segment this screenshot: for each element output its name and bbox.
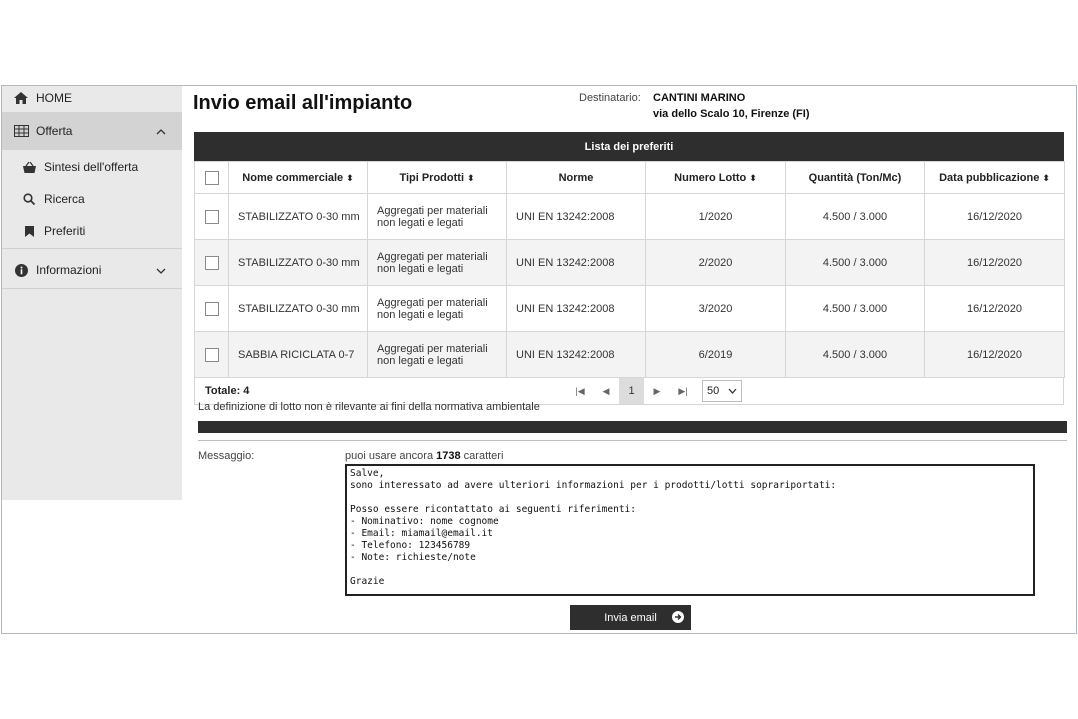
row-checkbox[interactable]	[205, 348, 219, 362]
prev-page-icon[interactable]: ◀	[602, 385, 610, 396]
chevron-down-icon	[728, 385, 737, 397]
table-title: Lista dei preferiti	[194, 132, 1064, 161]
cell-lotto: 2/2020	[646, 240, 786, 286]
cell-tipi: Aggregati per materiali non legati e legati	[368, 332, 507, 378]
sidebar-item-offerta[interactable]	[2, 112, 182, 150]
cell-data: 16/12/2020	[925, 240, 1065, 286]
sort-icon: ⬍	[346, 172, 354, 183]
cell-quantita: 4.500 / 3.000	[786, 286, 925, 332]
basket-icon	[20, 162, 38, 173]
recipient-address: via dello Scalo 10, Firenze (FI)	[653, 108, 810, 120]
lot-note: La definizione di lotto non è rilevante ai fini della normativa ambientale	[198, 401, 540, 413]
row-select-cell	[195, 194, 229, 240]
sort-icon: ⬍	[467, 172, 475, 183]
select-all-checkbox[interactable]	[205, 171, 219, 185]
message-textarea[interactable]: Salve, sono interessato ad avere ulteriori informazioni per i prodotti/lotti soprariportati: Posso essere ricontattato ai seguenti riferimenti: - Nominativo: nome cognome - Email: miamail@email.it - Telefono: 123456789 - Note: richieste/note Grazie	[345, 464, 1035, 596]
row-checkbox[interactable]	[205, 256, 219, 270]
cell-tipi: Aggregati per materiali non legati e legati	[368, 194, 507, 240]
sidebar-divider	[2, 288, 182, 289]
send-email-button[interactable]: Invia email	[570, 605, 691, 630]
row-select-cell	[195, 286, 229, 332]
table-row	[195, 286, 1065, 332]
sidebar-item-preferiti[interactable]	[2, 216, 182, 246]
cell-norme: UNI EN 13242:2008	[507, 286, 646, 332]
info-icon	[12, 264, 30, 277]
cell-lotto: 6/2019	[646, 332, 786, 378]
sidebar-divider	[2, 248, 182, 249]
cell-nome: SABBIA RICICLATA 0-7	[229, 332, 368, 378]
cell-data: 16/12/2020	[925, 194, 1065, 240]
cell-tipi: Aggregati per materiali non legati e legati	[368, 286, 507, 332]
page-size-select[interactable]: 50	[702, 380, 742, 402]
sort-icon: ⬍	[749, 172, 757, 183]
home-icon	[12, 92, 30, 104]
table-row	[195, 194, 1065, 240]
sidebar-item-label: Informazioni	[36, 263, 102, 277]
recipient-name: CANTINI MARINO	[653, 92, 746, 104]
cell-lotto: 3/2020	[646, 286, 786, 332]
favorites-table-panel	[194, 132, 1064, 405]
recipient-label: Destinatario:	[579, 92, 641, 104]
divider-bar	[198, 421, 1067, 433]
chevron-up-icon	[156, 124, 166, 138]
select-all-cell	[195, 162, 229, 194]
cell-data: 16/12/2020	[925, 286, 1065, 332]
cell-nome: STABILIZZATO 0-30 mm	[229, 286, 368, 332]
cell-nome: STABILIZZATO 0-30 mm	[229, 240, 368, 286]
col-header-tipi[interactable]: Tipi Prodotti ⬍	[368, 162, 507, 194]
cell-norme: UNI EN 13242:2008	[507, 240, 646, 286]
col-header-nome[interactable]: Nome commerciale ⬍	[229, 162, 368, 194]
col-header-quantita: Quantità (Ton/Mc)	[786, 162, 925, 194]
cell-quantita: 4.500 / 3.000	[786, 332, 925, 378]
sidebar	[2, 86, 182, 500]
arrow-right-icon	[672, 611, 684, 623]
total-count: Totale: 4	[205, 385, 250, 397]
cell-nome: STABILIZZATO 0-30 mm	[229, 194, 368, 240]
col-header-lotto[interactable]: Numero Lotto ⬍	[646, 162, 786, 194]
char-counter: puoi usare ancora 1738 caratteri	[345, 450, 504, 462]
last-page-icon[interactable]: ▶|	[678, 385, 688, 396]
row-select-cell	[195, 332, 229, 378]
cell-tipi: Aggregati per materiali non legati e legati	[368, 240, 507, 286]
sidebar-item-label: Offerta	[36, 124, 73, 138]
sort-icon: ⬍	[1042, 172, 1050, 183]
sidebar-item-home[interactable]	[2, 86, 182, 110]
sidebar-item-informazioni[interactable]	[2, 252, 182, 288]
first-page-icon[interactable]: |◀	[575, 385, 585, 396]
bookmark-icon	[20, 226, 38, 237]
row-checkbox[interactable]	[205, 210, 219, 224]
app-window	[1, 85, 1077, 634]
row-checkbox[interactable]	[205, 302, 219, 316]
cell-quantita: 4.500 / 3.000	[786, 240, 925, 286]
page-title: Invio email all'impianto	[193, 92, 413, 114]
table-row	[195, 240, 1065, 286]
sidebar-item-label: Ricerca	[44, 192, 85, 206]
row-select-cell	[195, 240, 229, 286]
sidebar-item-sintesi[interactable]	[2, 152, 182, 182]
search-icon	[20, 193, 38, 205]
next-page-icon[interactable]: ▶	[653, 385, 661, 396]
current-page[interactable]: 1	[619, 378, 644, 404]
table-header-row	[195, 162, 1065, 194]
sidebar-item-label: Preferiti	[44, 224, 86, 238]
sidebar-item-label: Sintesi dell'offerta	[44, 160, 139, 174]
message-label: Messaggio:	[198, 450, 255, 462]
cell-quantita: 4.500 / 3.000	[786, 194, 925, 240]
pagination	[567, 378, 742, 404]
cell-lotto: 1/2020	[646, 194, 786, 240]
col-header-norme: Norme	[507, 162, 646, 194]
favorites-table	[194, 161, 1065, 378]
cell-norme: UNI EN 13242:2008	[507, 332, 646, 378]
sidebar-item-label: HOME	[36, 91, 72, 105]
cell-data: 16/12/2020	[925, 332, 1065, 378]
table-row	[195, 332, 1065, 378]
chevron-down-icon	[156, 263, 166, 277]
divider-line	[198, 440, 1067, 441]
sidebar-item-ricerca[interactable]	[2, 184, 182, 214]
table-icon	[12, 125, 30, 137]
cell-norme: UNI EN 13242:2008	[507, 194, 646, 240]
col-header-data[interactable]: Data pubblicazione ⬍	[925, 162, 1065, 194]
